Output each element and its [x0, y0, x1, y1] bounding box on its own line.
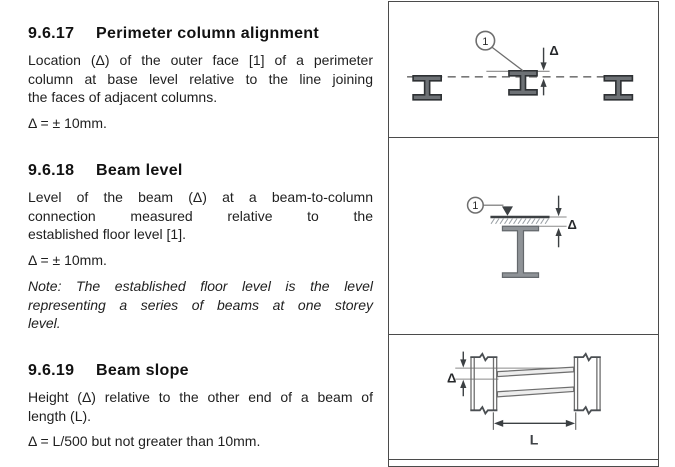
section-number: 9.6.19 — [28, 362, 75, 379]
note-line: level. — [28, 315, 61, 331]
diagram-box-perimeter-alignment — [389, 2, 658, 137]
callout-leader-line — [492, 47, 523, 71]
sloped-beam-bottom-edge — [497, 387, 573, 397]
section-body — [28, 51, 373, 107]
section-perimeter-column-alignment — [28, 24, 373, 132]
diagram-box-next-partial — [389, 459, 658, 466]
beam-section — [502, 226, 538, 277]
beam-slope-diagram — [389, 335, 658, 459]
tolerance-line: Δ = L/500 but not greater than 10mm. — [28, 433, 261, 449]
section-body — [28, 188, 373, 244]
body-line: established floor level [1]. — [28, 226, 186, 242]
delta-dimension-label: Δ — [549, 43, 559, 59]
arrowhead-down-icon — [540, 62, 546, 70]
section-title: Beam level — [96, 162, 183, 179]
diagram-box-beam-slope — [389, 334, 658, 459]
note-block — [28, 277, 373, 333]
section-number: 9.6.18 — [28, 162, 75, 179]
section-body — [28, 388, 373, 425]
delta-dimension-label: Δ — [447, 370, 457, 386]
section-heading — [28, 361, 373, 381]
body-line: the faces of adjacent columns. — [28, 89, 218, 105]
diagram-box-beam-level — [389, 137, 658, 334]
arrowhead-down-icon — [460, 359, 466, 367]
body-line: Level of the beam (Δ) at a beam-to-column — [28, 189, 373, 205]
body-line: column at base level relative to the line joining — [28, 70, 373, 87]
column-right — [574, 354, 601, 414]
length-dimension-label: L — [529, 431, 539, 448]
callout-1-badge — [468, 197, 484, 213]
section-beam-slope — [28, 361, 373, 451]
perimeter-alignment-diagram — [389, 2, 658, 137]
level-marker-triangle-icon — [502, 206, 513, 215]
callout-number: 1 — [472, 199, 479, 212]
note-line: representing a series of beams at one storey — [28, 296, 373, 313]
delta-dimension — [540, 43, 558, 95]
floor-level-hatching — [491, 219, 549, 224]
arrowhead-left-icon — [494, 420, 503, 427]
section-title: Perimeter column alignment — [96, 25, 320, 42]
section-title: Beam slope — [96, 362, 189, 379]
arrowhead-up-icon — [460, 380, 466, 388]
arrowhead-right-icon — [566, 420, 575, 427]
arrowhead-down-icon — [555, 208, 561, 216]
body-line: connection measured relative to the — [28, 207, 373, 224]
column-left — [470, 354, 497, 414]
body-line: length (L). — [28, 407, 92, 424]
callout-1-badge — [476, 31, 494, 49]
diagram-panel — [388, 1, 659, 467]
callout-number: 1 — [482, 35, 489, 48]
delta-dimension — [555, 196, 576, 248]
section-number: 9.6.17 — [28, 25, 75, 42]
tolerance-line: Δ = ± 10mm. — [28, 251, 107, 268]
arrowhead-up-icon — [555, 228, 561, 236]
section-heading — [28, 24, 373, 44]
length-dimension — [493, 412, 575, 447]
column-section-middle-offset — [509, 71, 537, 95]
delta-dimension-label: Δ — [567, 217, 577, 233]
section-beam-level — [28, 161, 373, 333]
column-section-left — [413, 76, 441, 100]
tolerance-line: Δ = ± 10mm. — [28, 114, 107, 131]
arrowhead-up-icon — [540, 79, 546, 87]
body-line: Location (Δ) of the outer face [1] of a perimeter — [28, 52, 373, 68]
delta-dimension — [447, 352, 466, 397]
section-heading — [28, 161, 373, 181]
beam-level-diagram — [389, 138, 658, 334]
note-line: Note: The established floor level is the level — [28, 278, 373, 294]
column-section-right — [604, 76, 632, 100]
body-line: Height (Δ) relative to the other end of a beam of — [28, 389, 373, 405]
